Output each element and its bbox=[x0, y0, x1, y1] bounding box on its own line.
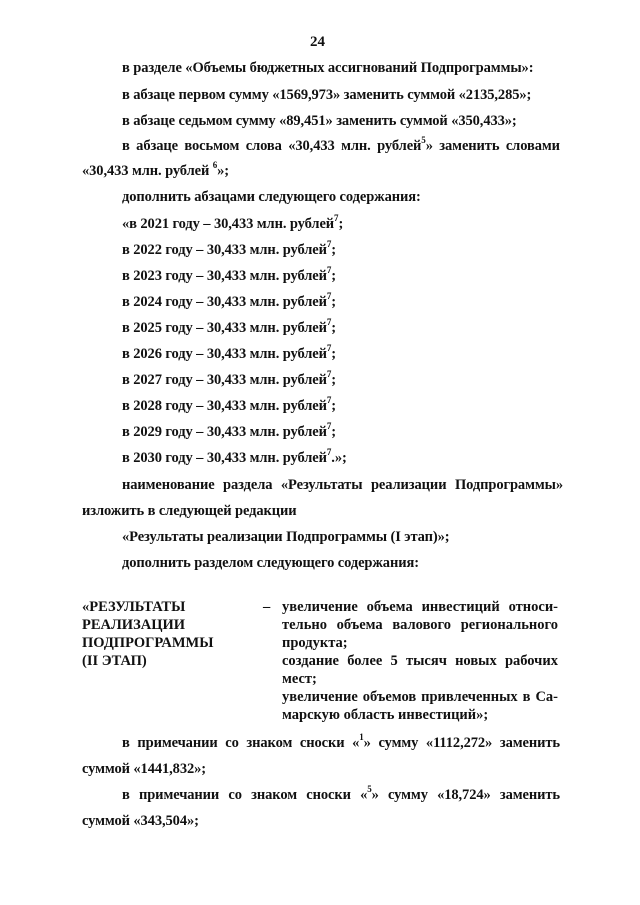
footnote-mark: 7 bbox=[326, 369, 332, 380]
word-with-footnote: рублей$^5$» bbox=[377, 135, 433, 154]
paragraph-line: «Результаты реализации Подпрограммы (I этап)»; bbox=[122, 529, 450, 545]
year-line: в 2024 году – 30,433 млн. рублей$^7$; bbox=[122, 291, 337, 310]
footnote-mark: 7 bbox=[326, 291, 332, 302]
footnote-mark: 7 bbox=[326, 421, 332, 432]
note-line: суммой «343,504»; bbox=[82, 813, 199, 829]
note-line: суммой «1441,832»; bbox=[82, 761, 206, 777]
footnote-mark: 7 bbox=[326, 317, 332, 328]
results-line: продукта; bbox=[282, 635, 348, 651]
section-title-line: РЕАЛИЗАЦИИ bbox=[82, 617, 186, 633]
paragraph-line-justified bbox=[122, 476, 563, 494]
footnote-mark: 7 bbox=[326, 395, 332, 406]
year-line: в 2025 году – 30,433 млн. рублей$^7$; bbox=[122, 317, 337, 336]
word: «Результаты bbox=[280, 477, 363, 493]
section-dash: – bbox=[263, 599, 271, 615]
year-line: в 2030 году – 30,433 млн. рублей$^7$.»; bbox=[122, 447, 347, 466]
year-line: в 2028 году – 30,433 млн. рублей$^7$; bbox=[122, 395, 337, 414]
footnote-mark: 7 bbox=[326, 343, 332, 354]
results-line: создание более 5 тысяч новых рабочих bbox=[282, 653, 558, 669]
results-line: тельно объема валового регионального bbox=[282, 617, 558, 633]
year-line: в 2027 году – 30,433 млн. рублей$^7$; bbox=[122, 369, 337, 388]
word: реализации bbox=[370, 477, 447, 493]
paragraph-line: дополнить абзацами следующего содержания: bbox=[122, 189, 421, 205]
footnote-mark: 7 bbox=[326, 447, 332, 458]
word: в bbox=[122, 138, 130, 154]
word: Подпрограммы» bbox=[454, 477, 563, 493]
word: «30,433 bbox=[288, 138, 335, 154]
year-line: в 2029 году – 30,433 млн. рублей$^7$; bbox=[122, 421, 337, 440]
word: абзаце bbox=[136, 138, 178, 154]
results-line: увеличение объемов привлеченных в Са- bbox=[282, 689, 558, 705]
footnote-mark: 7 bbox=[334, 213, 339, 224]
footnote-ref: «$^1$» bbox=[352, 732, 371, 751]
results-line: марскую область инвестиций»; bbox=[282, 707, 489, 723]
word: словами bbox=[505, 138, 560, 154]
note-line-justified: в примечании со знаком сноски «$^5$» сумму «18,724» заменить bbox=[122, 784, 560, 803]
word: раздела bbox=[223, 477, 273, 493]
section-title-line: ПОДПРОГРАММЫ bbox=[82, 635, 214, 651]
year-line: в 2022 году – 30,433 млн. рублей$^7$; bbox=[122, 239, 337, 258]
note-line-justified: в примечании со знаком сноски «$^1$» сумму «1112,272» заменить bbox=[122, 732, 560, 751]
year-line: «в 2021 году – 30,433 млн. рублей$^7$; bbox=[122, 213, 344, 232]
footnote-mark: 6 bbox=[212, 160, 218, 171]
word: восьмом bbox=[184, 138, 240, 154]
word: заменить bbox=[439, 138, 500, 154]
section-title-line: (II ЭТАП) bbox=[82, 653, 147, 669]
paragraph-line: в абзаце первом сумму «1569,973» заменить суммой «2135,285»; bbox=[122, 87, 532, 103]
paragraph-line: дополнить разделом следующего содержания: bbox=[122, 555, 419, 571]
footnote-mark: 7 bbox=[326, 265, 332, 276]
results-line: увеличение объема инвестиций относи- bbox=[282, 599, 558, 615]
section-title-line: «РЕЗУЛЬТАТЫ bbox=[82, 599, 186, 615]
page-number: 24 bbox=[310, 34, 325, 50]
year-line: в 2023 году – 30,433 млн. рублей$^7$; bbox=[122, 265, 337, 284]
paragraph-line: «30,433 млн. рублей $^6$»; bbox=[82, 160, 230, 179]
results-line: мест; bbox=[282, 671, 317, 687]
word: млн. bbox=[341, 138, 371, 154]
word: слова bbox=[245, 138, 282, 154]
footnote-mark: 5 bbox=[421, 135, 426, 146]
paragraph-line: изложить в следующей редакции bbox=[82, 503, 297, 519]
paragraph-line: в разделе «Объемы бюджетных ассигнований Подпрограммы»: bbox=[122, 60, 534, 76]
word: наименование bbox=[122, 477, 215, 493]
footnote-ref: «$^5$» bbox=[360, 784, 379, 803]
year-line: в 2026 году – 30,433 млн. рублей$^7$; bbox=[122, 343, 337, 362]
paragraph-line-justified bbox=[122, 137, 560, 155]
section-results bbox=[282, 598, 558, 724]
footnote-mark: 7 bbox=[326, 239, 332, 250]
paragraph-line: в абзаце седьмом сумму «89,451» заменить суммой «350,433»; bbox=[122, 113, 517, 129]
